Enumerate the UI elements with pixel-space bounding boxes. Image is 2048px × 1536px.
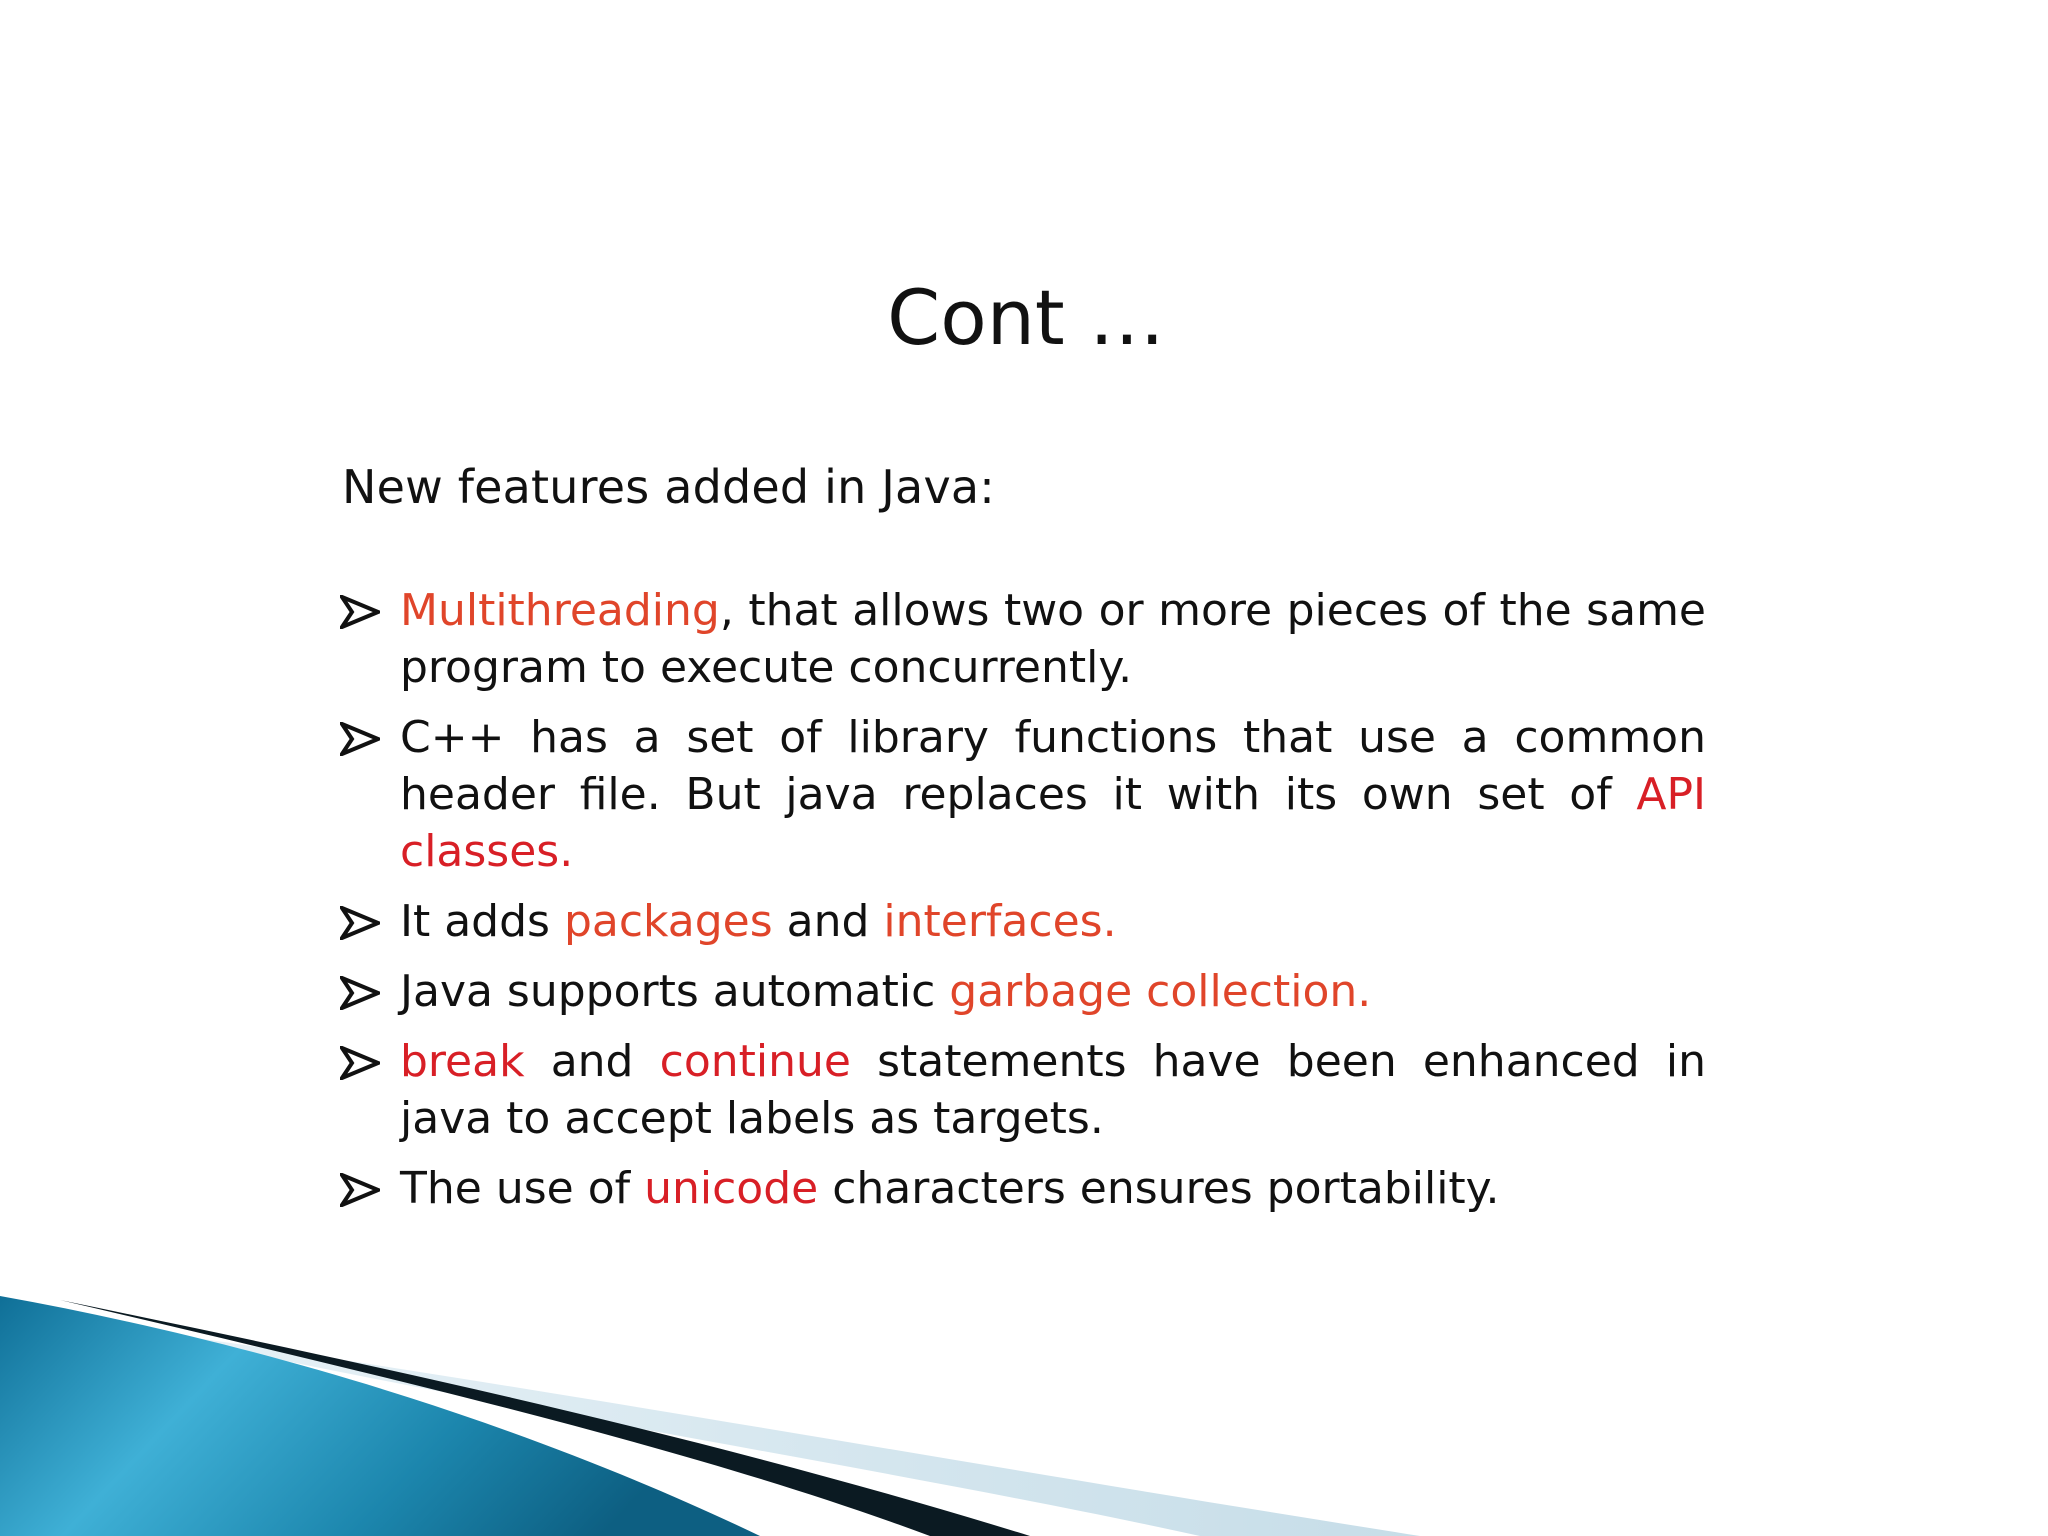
arrowhead-bullet-icon bbox=[340, 722, 380, 756]
bullet-fragment: It adds bbox=[400, 896, 564, 947]
bullet-fragment: , that allows two or more pieces of the same program to execute concurrently. bbox=[400, 585, 1706, 693]
bullet-item bbox=[340, 963, 1706, 1020]
bullet-fragment: C++ has a set of library functions that use a common header file. But java replaces it with its own set of bbox=[400, 712, 1706, 820]
bullet-list bbox=[340, 582, 1706, 1230]
arrowhead-bullet-icon bbox=[340, 595, 380, 629]
highlight-packages: packages bbox=[563, 896, 773, 947]
highlight-continue: continue bbox=[659, 1036, 851, 1087]
highlight-api-classes: API classes. bbox=[400, 769, 1706, 877]
arrowhead-bullet-icon bbox=[340, 906, 380, 940]
bullet-fragment: The use of bbox=[400, 1163, 645, 1214]
arrowhead-bullet-icon bbox=[340, 1173, 380, 1207]
bullet-fragment: and bbox=[524, 1036, 660, 1087]
highlight-interfaces: interfaces. bbox=[883, 896, 1117, 947]
bullet-fragment: and bbox=[772, 896, 884, 947]
arrowhead-bullet-icon bbox=[340, 1046, 380, 1080]
arrowhead-bullet-icon bbox=[340, 976, 380, 1010]
bullet-fragment: characters ensures portability. bbox=[818, 1163, 1500, 1214]
bullet-text bbox=[400, 896, 1117, 947]
bullet-text bbox=[400, 1036, 1706, 1144]
bullet-item bbox=[340, 893, 1706, 950]
highlight-garbage-collection: garbage collection. bbox=[949, 966, 1372, 1017]
bullet-text bbox=[400, 1163, 1499, 1214]
highlight-multithreading: Multithreading bbox=[400, 585, 720, 636]
highlight-unicode: unicode bbox=[644, 1163, 819, 1214]
bullet-fragment: Java supports automatic bbox=[400, 966, 950, 1017]
bullet-item bbox=[340, 1160, 1706, 1217]
bullet-item bbox=[340, 709, 1706, 880]
bullet-item bbox=[340, 582, 1706, 696]
bullet-text bbox=[400, 712, 1706, 877]
bullet-text bbox=[400, 585, 1706, 693]
bullet-fragment: statements have been enhanced in java to accept labels as targets. bbox=[400, 1036, 1706, 1144]
bullet-item bbox=[340, 1033, 1706, 1147]
highlight-break: break bbox=[400, 1036, 525, 1087]
bullet-text bbox=[400, 966, 1371, 1017]
intro-text: New features added in Java: bbox=[342, 460, 995, 514]
slide-title: Cont … bbox=[887, 273, 1165, 362]
